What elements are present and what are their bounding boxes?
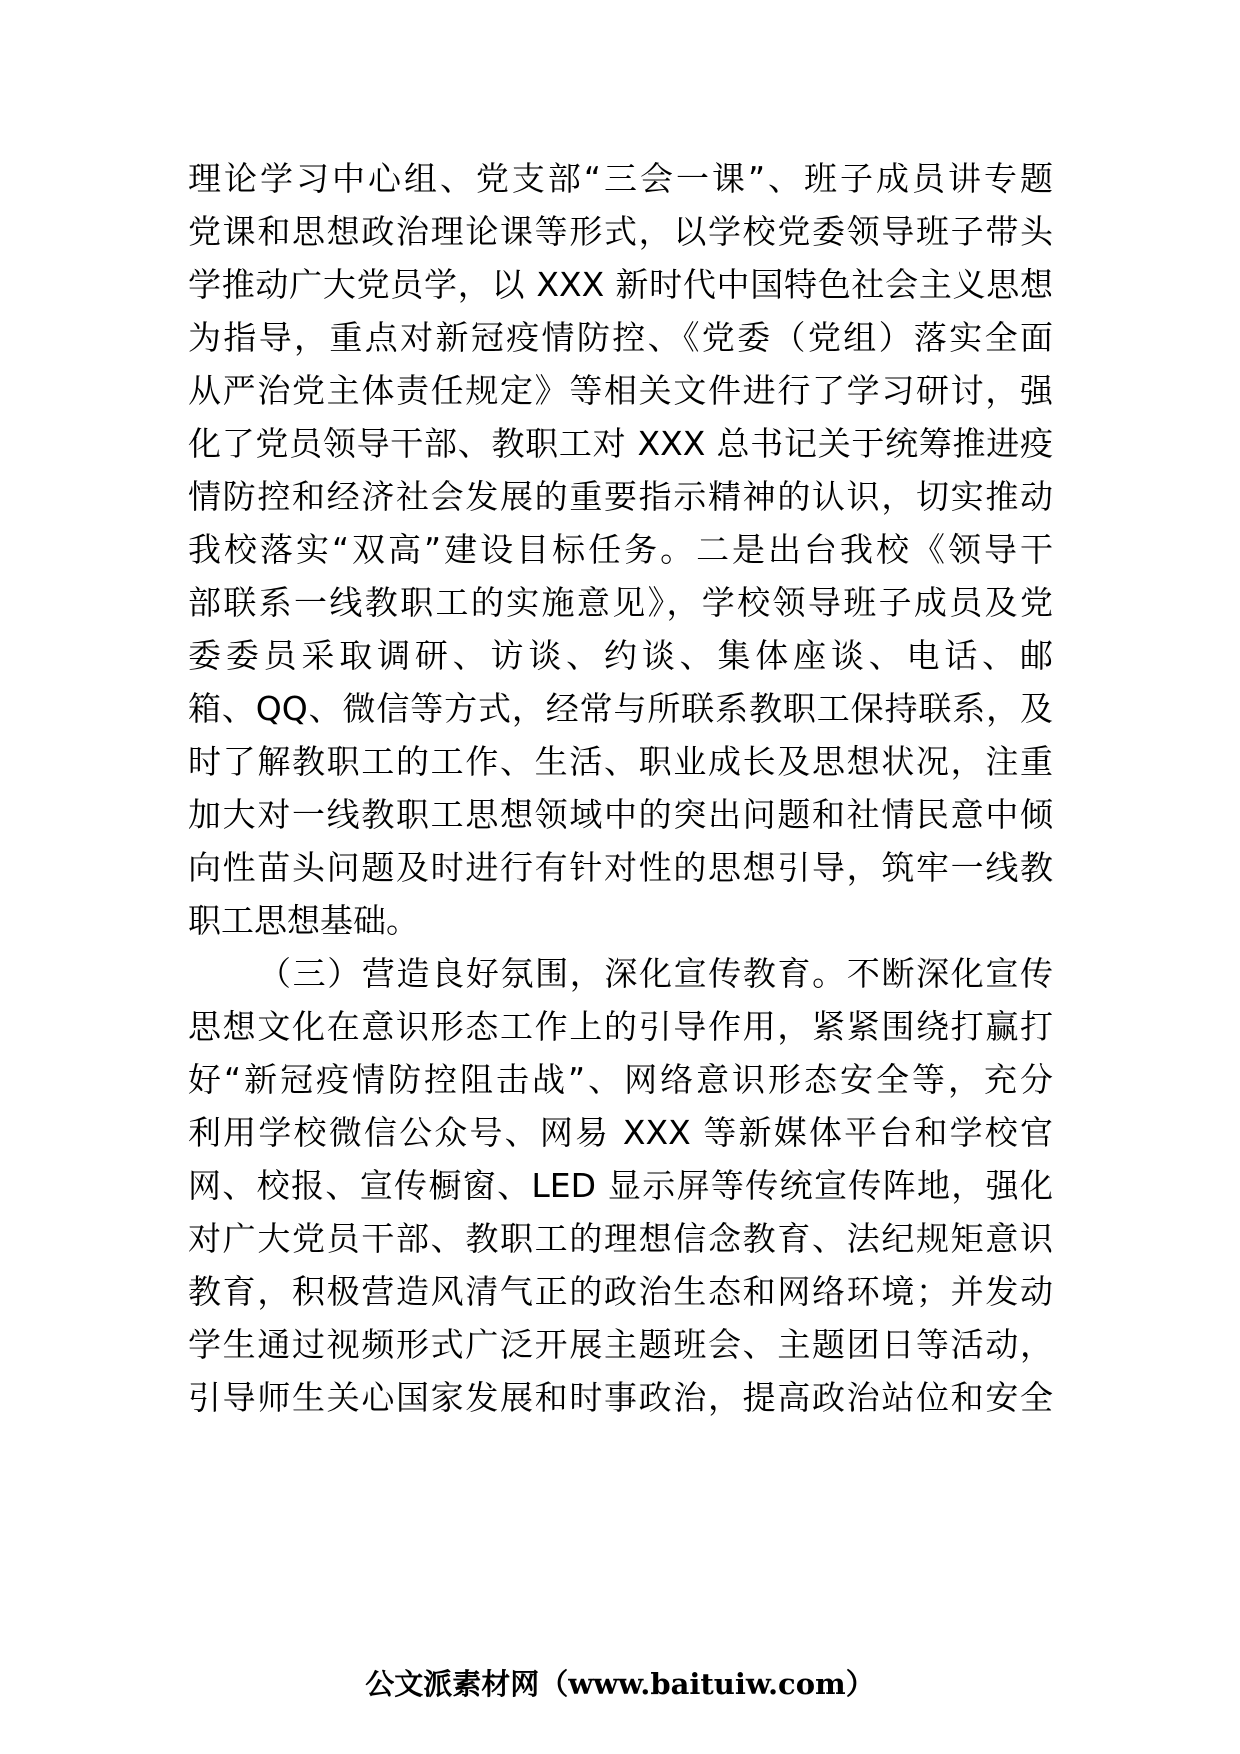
text-line: 从严治党主体责任规定》等相关文件进行了学习研讨，强 [188,371,1053,410]
text-line: 箱、QQ、微信等方式，经常与所联系教职工保持联系，及 [188,689,1053,728]
text-line: 向性苗头问题及时进行有针对性的思想引导，筑牢一线教 [188,848,1053,887]
text-line: 为指导，重点对新冠疫情防控、《党委（党组）落实全面 [188,318,1053,357]
text-line: 理论学习中心组、党支部“三会一课”、班子成员讲专题 [188,159,1053,198]
section-heading-line: （三）营造良好氛围，深化宣传教育。不断深化宣传 [258,954,1053,993]
text-line: 学推动广大党员学，以 XXX 新时代中国特色社会主义思想 [188,265,1053,304]
text-line: 好“新冠疫情防控阻击战”、网络意识形态安全等，充分 [188,1060,1053,1099]
text-line: 利用学校微信公众号、网易 XXX 等新媒体平台和学校官 [188,1113,1053,1152]
text-line: 学生通过视频形式广泛开展主题班会、主题团日等活动， [188,1325,1053,1364]
text-line: 加大对一线教职工思想领域中的突出问题和社情民意中倾 [188,795,1053,834]
text-line: 化了党员领导干部、教职工对 XXX 总书记关于统筹推进疫 [188,424,1053,463]
text-line: 我校落实“双高”建设目标任务。二是出台我校《领导干 [188,530,1053,569]
text-line: 引导师生关心国家发展和时事政治，提高政治站位和安全 [188,1378,1053,1417]
text-line: 网、校报、宣传橱窗、LED 显示屏等传统宣传阵地，强化 [188,1166,1053,1205]
page-footer-watermark: 公文派素材网（www.baituiw.com） [365,1667,875,1701]
text-line: 部联系一线教职工的实施意见》，学校领导班子成员及党 [188,583,1053,622]
text-line: 时了解教职工的工作、生活、职业成长及思想状况，注重 [188,742,1053,781]
text-line: 委委员采取调研、访谈、约谈、集体座谈、电话、邮 [188,636,1053,675]
text-line: 思想文化在意识形态工作上的引导作用，紧紧围绕打赢打 [188,1007,1053,1046]
text-line: 对广大党员干部、教职工的理想信念教育、法纪规矩意识 [188,1219,1053,1258]
text-line: 职工思想基础。 [188,901,419,940]
text-line: 教育，积极营造风清气正的政治生态和网络环境；并发动 [188,1272,1053,1311]
text-line: 情防控和经济社会发展的重要指示精神的认识，切实推动 [188,477,1053,516]
text-line: 党课和思想政治理论课等形式，以学校党委领导班子带头 [188,212,1053,251]
